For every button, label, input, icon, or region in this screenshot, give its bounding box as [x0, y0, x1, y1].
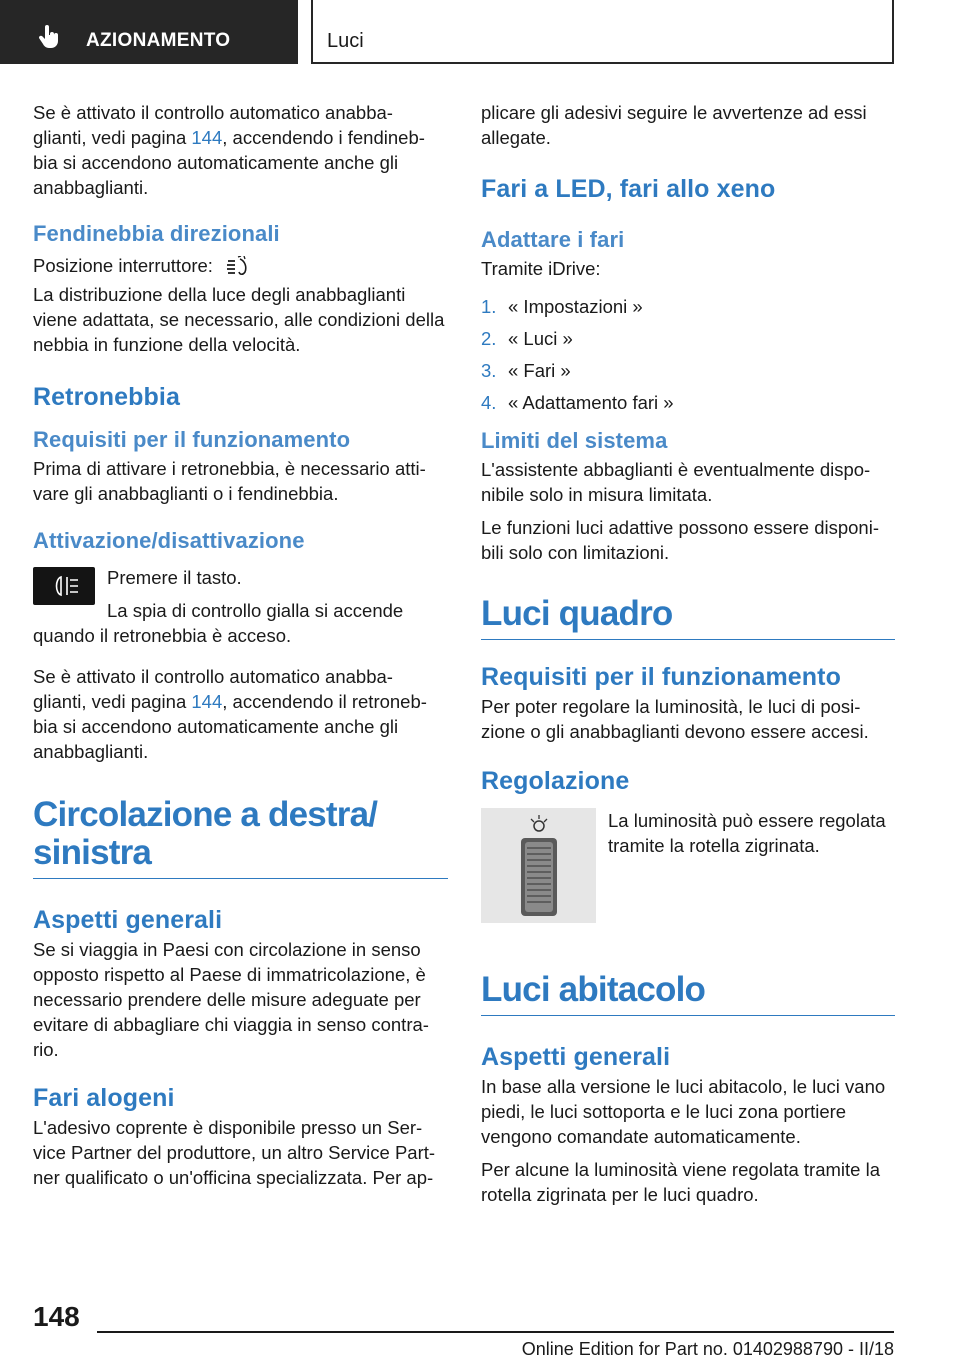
press-instruction: Premere il tasto.	[107, 567, 242, 589]
heading-fari-led: Fari a LED, fari allo xeno	[481, 175, 776, 203]
edition-note: Online Edition for Part no. 01402988790 - II/18	[521, 1339, 894, 1359]
paragraph: La luminosità può essere regolata tramite la rotella zigrinata.	[608, 810, 886, 856]
rear-fog-light-icon	[33, 567, 95, 605]
heading-fari-alogeni: Fari alogeni	[33, 1084, 175, 1113]
heading-retronebbia: Retronebbia	[33, 383, 180, 412]
paragraph: In base alla versione le luci abitacolo, le luci vano piedi, le luci sottoporta e le luci zona portiere vengono comandate automaticamente.	[481, 1076, 886, 1147]
heading-luci-quadro: Luci quadro	[481, 595, 895, 640]
paragraph: Se è attivato il controllo automatico anabba- glianti, vedi pagina 144, accendendo il retroneb- bia si accendono automaticamente anche gli anabbaglianti.	[33, 666, 427, 763]
left-column	[33, 100, 448, 1190]
thumbwheel-icon	[481, 808, 596, 923]
section-tab	[0, 0, 298, 64]
paragraph: L'assistente abbaglianti è eventualmente dispo- nibile solo in misura limitata.	[481, 459, 871, 505]
section-title: AZIONAMENTO	[86, 30, 231, 51]
rear-fog-button-image	[33, 567, 95, 605]
page-number: 148	[33, 1301, 80, 1332]
heading-aspetti-generali: Aspetti generali	[33, 906, 223, 935]
paragraph: Se è attivato il controllo automatico anabba- glianti, vedi pagina 144, accendendo i fendineb- bia si accendono automaticamente anche gli anabbaglianti.	[33, 102, 425, 198]
heading-luci-abitacolo: Luci abitacolo	[481, 971, 895, 1016]
heading-attivazione: Attivazione/disattivazione	[33, 528, 305, 554]
paragraph: plicare gli adesivi seguire le avvertenze ad essi allegate.	[481, 102, 867, 148]
heading-aspetti-generali: Aspetti generali	[481, 1043, 671, 1071]
fog-light-switch-icon	[224, 256, 250, 278]
paragraph: Per poter regolare la luminosità, le luci di posi- zione o gli anabbaglianti devono essere accesi.	[481, 696, 869, 742]
fog-button-block	[33, 565, 448, 648]
paragraph: La spia di controllo gialla si accende quando il retronebbia è acceso.	[33, 600, 404, 647]
switch-position: Posizione interruttore:	[33, 253, 448, 278]
list-item: 1. « Impostazioni »	[481, 296, 643, 317]
list-item: 3. « Fari »	[481, 360, 571, 381]
heading-circolazione: Circolazione a destra/ sinistra	[33, 796, 448, 879]
list-item: 4. « Adattamento fari »	[481, 392, 674, 413]
heading-requisiti: Requisiti per il funzionamento	[33, 427, 351, 453]
heading-limiti: Limiti del sistema	[481, 428, 668, 453]
footer-divider	[97, 1331, 894, 1333]
heading-fendinebbia: Fendinebbia direzionali	[33, 221, 280, 246]
thumbwheel-image	[481, 808, 596, 923]
page-link[interactable]: 144	[191, 127, 223, 148]
page-link[interactable]: 144	[191, 691, 223, 713]
right-column	[481, 100, 895, 1207]
topic-title: Luci	[327, 30, 364, 52]
paragraph: Per alcune la luminosità viene regolata tramite la rotella zigrinata per le luci quadro.	[481, 1159, 880, 1205]
paragraph: L'adesivo coprente è disponibile presso un Ser- vice Partner del produttore, un altro Service Part- ner qualificato o un'officina specializzata. Per ap-	[33, 1117, 436, 1189]
paragraph: Se si viaggia in Paesi con circolazione in senso opposto rispetto al Paese di immatricolazione, è necessario prendere delle misure adeguate per evitare di abbagliare chi viaggia in senso contra- rio.	[33, 939, 429, 1061]
topic-tab	[311, 0, 894, 64]
idrive-steps	[481, 294, 895, 415]
wheel-block	[481, 808, 895, 858]
heading-adattare-fari: Adattare i fari	[481, 227, 625, 252]
paragraph: Le funzioni luci adattive possono essere disponi- bili solo con limitazioni.	[481, 517, 879, 563]
idrive-intro: Tramite iDrive:	[481, 258, 601, 279]
heading-regolazione: Regolazione	[481, 767, 630, 795]
hand-pointer-icon	[36, 24, 62, 50]
heading-requisiti: Requisiti per il funzionamento	[481, 663, 841, 691]
paragraph: Prima di attivare i retronebbia, è necessario atti- vare gli anabbaglianti o i fendinebbia.	[33, 458, 426, 505]
paragraph: La distribuzione della luce degli anabbaglianti viene adattata, se necessario, alle condizioni della nebbia in funzione della velocità.	[33, 284, 445, 356]
list-item: 2. « Luci »	[481, 328, 573, 349]
